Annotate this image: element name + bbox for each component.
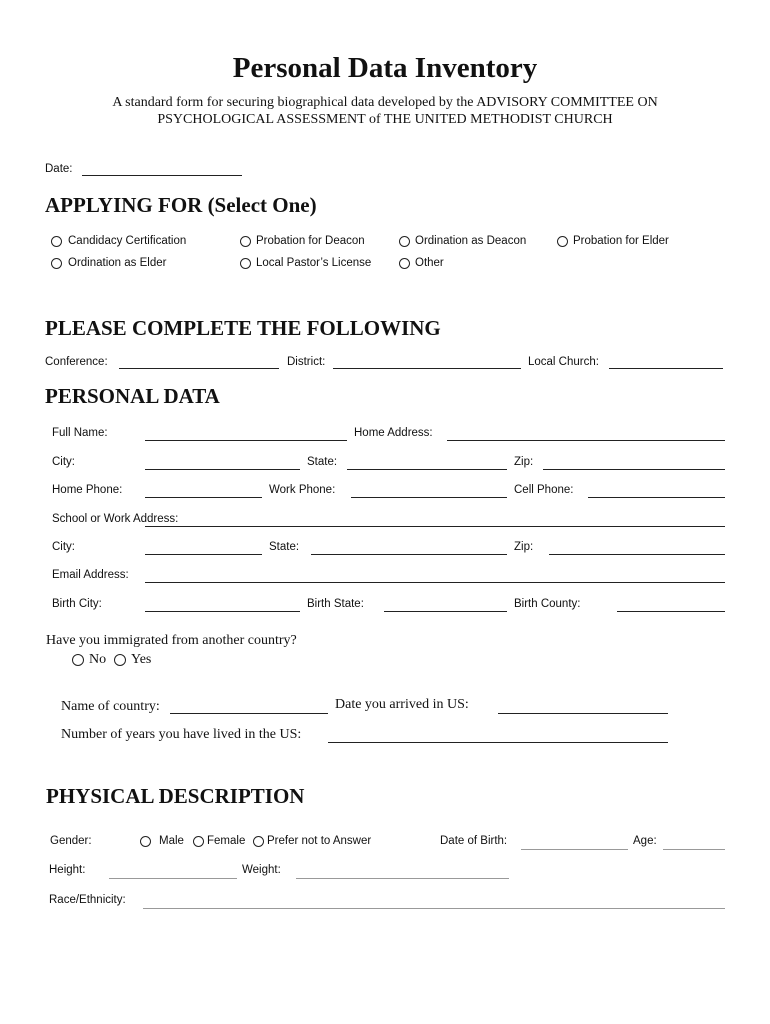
option-label: Other <box>415 257 444 269</box>
years-lived-field[interactable] <box>328 742 668 743</box>
conference-field[interactable] <box>119 368 279 369</box>
page-subtitle <box>0 94 770 128</box>
cell-phone-field[interactable] <box>588 497 725 498</box>
option-label: Probation for Elder <box>573 235 669 247</box>
home-phone-field[interactable] <box>145 497 262 498</box>
zip-field[interactable] <box>543 469 725 470</box>
birth-county-field[interactable] <box>617 611 725 612</box>
no-label: No <box>89 652 107 667</box>
personal-heading: PERSONAL DATA <box>45 384 220 408</box>
date-arrived-field[interactable] <box>498 713 668 714</box>
option-label: Local Pastor’s License <box>256 257 372 269</box>
zip2-label: Zip: <box>514 541 534 553</box>
conference-label: Conference: <box>45 356 108 368</box>
school-work-address-field[interactable] <box>145 526 725 527</box>
applying-heading: APPLYING FOR (Select One) <box>45 193 317 217</box>
state2-field[interactable] <box>311 554 507 555</box>
radio-ordination-elder[interactable] <box>51 258 62 269</box>
subtitle-line-1: A standard form for securing biographical data developed by the ADVISORY COMMITTEE ON <box>112 95 658 110</box>
work-phone-field[interactable] <box>351 497 507 498</box>
email-field[interactable] <box>145 582 725 583</box>
age-field[interactable] <box>663 849 725 850</box>
complete-heading: PLEASE COMPLETE THE FOLLOWING <box>45 316 441 340</box>
home-address-field[interactable] <box>447 440 725 441</box>
birth-state-field[interactable] <box>384 611 507 612</box>
city-label: City: <box>52 456 75 468</box>
state-field[interactable] <box>347 469 507 470</box>
radio-gender-prefer-not[interactable] <box>253 836 264 847</box>
birth-city-label: Birth City: <box>52 598 102 610</box>
female-label: Female <box>207 835 246 847</box>
date-field[interactable] <box>82 175 242 176</box>
radio-probation-elder[interactable] <box>557 236 568 247</box>
birth-state-label: Birth State: <box>307 598 364 610</box>
zip2-field[interactable] <box>549 554 725 555</box>
option-label: Ordination as Deacon <box>415 235 527 247</box>
cell-phone-label: Cell Phone: <box>514 484 574 496</box>
state2-label: State: <box>269 541 300 553</box>
prefer-not-label: Prefer not to Answer <box>267 835 372 847</box>
city-field[interactable] <box>145 469 300 470</box>
email-label: Email Address: <box>52 569 129 581</box>
height-label: Height: <box>49 864 86 876</box>
work-phone-label: Work Phone: <box>269 484 336 496</box>
option-label: Ordination as Elder <box>68 257 167 269</box>
city2-field[interactable] <box>145 554 262 555</box>
physical-heading: PHYSICAL DESCRIPTION <box>46 784 305 808</box>
full-name-field[interactable] <box>145 440 347 441</box>
date-label: Date: <box>45 163 73 175</box>
district-field[interactable] <box>333 368 521 369</box>
age-label: Age: <box>633 835 657 847</box>
dob-label: Date of Birth: <box>440 835 508 847</box>
option-label: Candidacy Certification <box>68 235 187 247</box>
dob-field[interactable] <box>521 849 628 850</box>
city2-label: City: <box>52 541 75 553</box>
birth-county-label: Birth County: <box>514 598 581 610</box>
radio-immigrated-yes[interactable] <box>114 654 126 666</box>
option-label: Probation for Deacon <box>256 235 365 247</box>
race-label: Race/Ethnicity: <box>49 894 126 906</box>
home-address-label: Home Address: <box>354 427 433 439</box>
radio-gender-female[interactable] <box>193 836 204 847</box>
weight-label: Weight: <box>242 864 281 876</box>
local-church-field[interactable] <box>609 368 723 369</box>
years-lived-label: Number of years you have lived in the US: <box>61 727 302 742</box>
local-church-label: Local Church: <box>528 356 599 368</box>
radio-probation-deacon[interactable] <box>240 236 251 247</box>
height-field[interactable] <box>109 878 237 879</box>
subtitle-line-2: PSYCHOLOGICAL ASSESSMENT of THE UNITED METHODIST CHURCH <box>157 112 613 127</box>
date-arrived-label: Date you arrived in US: <box>335 697 469 712</box>
gender-label: Gender: <box>50 835 92 847</box>
page-title: Personal Data Inventory <box>232 52 538 84</box>
state-label: State: <box>307 456 338 468</box>
school-work-address-label: School or Work Address: <box>52 513 179 525</box>
full-name-label: Full Name: <box>52 427 108 439</box>
birth-city-field[interactable] <box>145 611 300 612</box>
radio-immigrated-no[interactable] <box>72 654 84 666</box>
country-field[interactable] <box>170 713 328 714</box>
radio-local-pastor-license[interactable] <box>240 258 251 269</box>
immigration-question: Have you immigrated from another country? <box>46 633 297 648</box>
radio-gender-male[interactable] <box>140 836 151 847</box>
district-label: District: <box>287 356 326 368</box>
country-label: Name of country: <box>61 699 160 714</box>
yes-label: Yes <box>131 652 152 667</box>
radio-other[interactable] <box>399 258 410 269</box>
male-label: Male <box>159 835 184 847</box>
radio-ordination-deacon[interactable] <box>399 236 410 247</box>
race-field[interactable] <box>143 908 725 909</box>
home-phone-label: Home Phone: <box>52 484 123 496</box>
zip-label: Zip: <box>514 456 534 468</box>
weight-field[interactable] <box>296 878 509 879</box>
radio-candidacy-certification[interactable] <box>51 236 62 247</box>
